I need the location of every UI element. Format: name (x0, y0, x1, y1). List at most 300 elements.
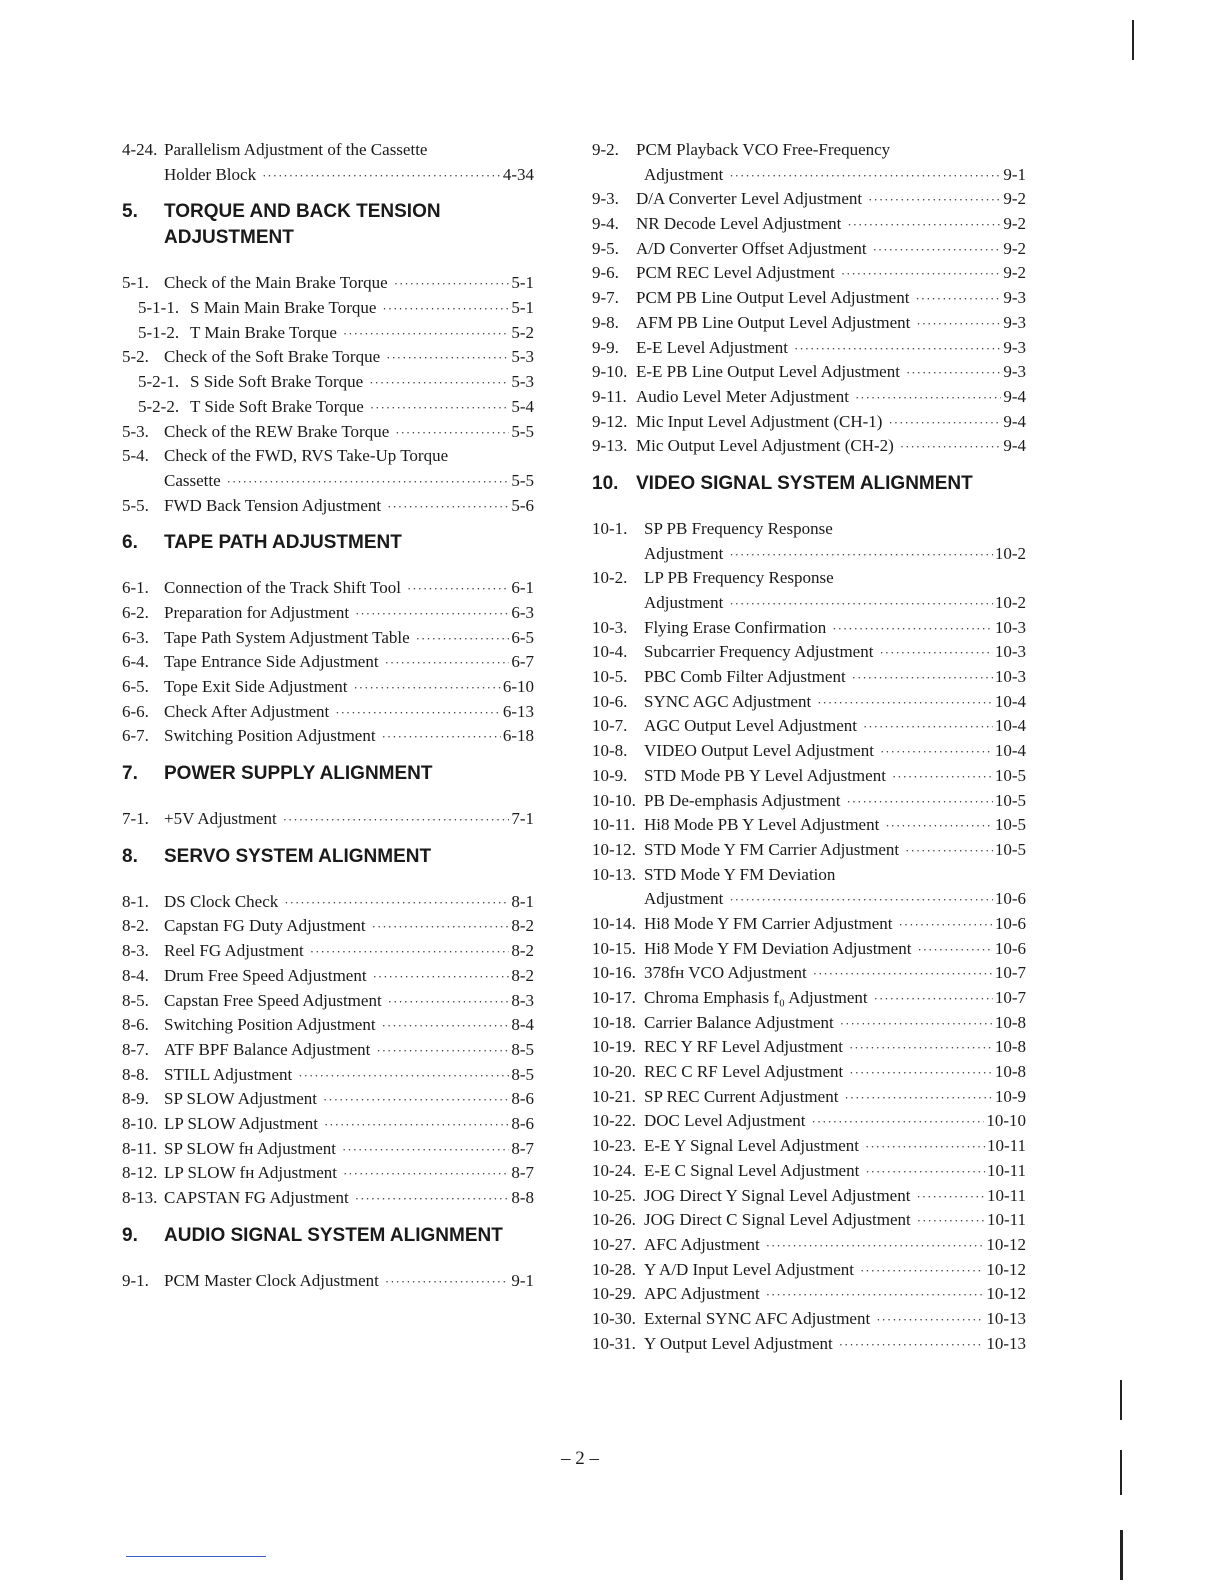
section-title: ADJUSTMENT (164, 227, 294, 249)
entry-title: Hi8 Mode PB Y Level Adjustment (644, 815, 880, 835)
entry-title: Check of the FWD, RVS Take-Up Torque (164, 446, 449, 466)
entry-number: 8-2. (122, 916, 149, 936)
entry-number: 10-2. (592, 568, 628, 588)
entry-number: 8-9. (122, 1089, 149, 1109)
entry-number: 10-20. (592, 1062, 636, 1082)
entry-title: ATF BPF Balance Adjustment (164, 1039, 371, 1059)
entry-number: 8-1. (122, 891, 149, 911)
leader-dots (382, 1014, 510, 1039)
leader-dots (385, 1270, 509, 1295)
leader-dots (916, 1185, 985, 1210)
toc-entry (592, 1258, 1026, 1283)
entry-page: 8-7 (511, 1138, 534, 1158)
toc-entry (592, 912, 1026, 937)
entry-page: 9-3 (1003, 337, 1026, 357)
entry-title: Check of the Main Brake Torque (164, 273, 388, 293)
leader-dots (888, 411, 1001, 436)
leader-dots (729, 543, 992, 568)
entry-page: 8-5 (511, 1039, 534, 1059)
entry-title: DS Clock Check (164, 891, 279, 911)
entry-page: 9-1 (511, 1270, 534, 1290)
entry-title: Parallelism Adjustment of the Cassette (164, 140, 428, 159)
entry-title: Subcarrier Frequency Adjustment (644, 642, 874, 662)
entry-title: SP REC Current Adjustment (644, 1086, 839, 1106)
entry-page: 9-3 (1003, 288, 1026, 308)
entry-page: 9-3 (1003, 312, 1026, 332)
leader-dots (916, 312, 1001, 337)
toc-entry (592, 591, 1026, 616)
leader-dots (310, 940, 510, 965)
entry-title: STD Mode Y FM Carrier Adjustment (644, 839, 900, 859)
entry-title: LP SLOW fʜ Adjustment (164, 1163, 337, 1183)
entry-number: 10-24. (592, 1160, 636, 1180)
entry-number: 10-14. (592, 913, 636, 933)
toc-entry (122, 807, 534, 832)
entry-number: 9-11. (592, 386, 627, 406)
scan-artifact (1120, 1380, 1122, 1420)
entry-page: 10-12 (986, 1234, 1026, 1254)
leader-dots (817, 691, 993, 716)
entry-number: 10-25. (592, 1185, 636, 1205)
entry-page: 10-8 (994, 1062, 1026, 1082)
entry-title: Holder Block (164, 164, 257, 184)
toc-entry (122, 939, 534, 964)
toc-entry (592, 385, 1026, 410)
entry-page: 10-6 (994, 913, 1026, 933)
toc-entry (592, 566, 1026, 591)
entry-title: Chroma Emphasis f₀ Adjustment (644, 988, 868, 1007)
entry-page: 10-7 (994, 988, 1026, 1007)
leader-dots (876, 1308, 984, 1333)
toc-entry (122, 1186, 534, 1211)
entry-page: 4-34 (502, 164, 534, 184)
entry-number: 9-7. (592, 288, 619, 308)
entry-number: 5-1-2. (138, 322, 180, 342)
section-number: 7. (122, 763, 138, 785)
leader-dots (262, 164, 501, 189)
toc-entry (592, 336, 1026, 361)
entry-title: Switching Position Adjustment (164, 1015, 376, 1035)
leader-dots (283, 808, 510, 833)
entry-page: 10-11 (986, 1185, 1026, 1205)
leader-dots (369, 371, 509, 396)
entry-title: Audio Level Meter Adjustment (636, 386, 849, 406)
entry-page: 5-5 (511, 421, 534, 441)
entry-page: 10-5 (994, 765, 1026, 785)
page-number: – 2 – (561, 1448, 599, 1469)
entry-number: 10-11. (592, 815, 636, 835)
entry-title: Capstan Free Speed Adjustment (164, 990, 382, 1010)
entry-title: Mic Output Level Adjustment (CH-2) (636, 436, 894, 456)
entry-number: 4-24. (122, 140, 158, 159)
entry-number: 10-4. (592, 642, 628, 662)
leader-dots (729, 592, 992, 617)
entry-page: 8-1 (511, 891, 534, 911)
entry-page: 10-3 (994, 617, 1026, 637)
entry-page: 10-10 (986, 1111, 1026, 1131)
entry-number: 10-15. (592, 938, 636, 958)
leader-dots (879, 641, 992, 666)
entry-title: Preparation for Adjustment (164, 602, 350, 622)
toc-entry (592, 517, 1026, 542)
entry-title: STD Mode Y FM Deviation (644, 864, 836, 884)
toc-entry (122, 964, 534, 989)
entry-title: CAPSTAN FG Adjustment (164, 1188, 349, 1207)
leader-dots (905, 839, 993, 864)
leader-dots (885, 814, 993, 839)
entry-page: 5-5 (511, 470, 534, 490)
entry-number: 8-4. (122, 965, 149, 985)
entry-number: 10-6. (592, 691, 628, 711)
section-heading-line (122, 1223, 534, 1249)
entry-number: 10-21. (592, 1086, 636, 1106)
entry-page: 10-11 (986, 1160, 1026, 1180)
entry-title: LP SLOW Adjustment (164, 1113, 318, 1133)
toc-entry (592, 714, 1026, 739)
entry-title: S Main Main Brake Torque (190, 298, 377, 318)
entry-title: Flying Erase Confirmation (644, 617, 827, 637)
entry-title: SP SLOW Adjustment (164, 1089, 318, 1109)
toc-entry (592, 1184, 1026, 1209)
toc-entry (592, 187, 1026, 212)
toc-entry (592, 616, 1026, 641)
entry-page: 10-11 (986, 1210, 1026, 1230)
entry-number: 8-11. (122, 1138, 157, 1158)
toc-right-column (592, 138, 1026, 1356)
entry-title: PCM REC Level Adjustment (636, 263, 835, 283)
entry-title: Tape Entrance Side Adjustment (164, 652, 379, 672)
toc-entry (592, 360, 1026, 385)
entry-title: PBC Comb Filter Adjustment (644, 667, 846, 687)
entry-number: 10-30. (592, 1308, 636, 1328)
entry-title: AFC Adjustment (644, 1234, 760, 1254)
entry-number: 9-10. (592, 362, 628, 382)
entry-number: 8-13. (122, 1188, 158, 1207)
toc-entry (122, 345, 534, 370)
toc-entry (122, 321, 534, 346)
leader-dots (811, 1110, 984, 1135)
toc-entry (592, 665, 1026, 690)
entry-page: 8-6 (511, 1089, 534, 1109)
leader-dots (416, 627, 510, 652)
entry-title: SP PB Frequency Response (644, 518, 833, 538)
entry-title: Adjustment (644, 593, 724, 612)
toc-entry (122, 576, 534, 601)
entry-number: 5-1. (122, 273, 149, 293)
entry-number: 10-19. (592, 1037, 636, 1057)
entry-page: 5-6 (511, 495, 534, 515)
entry-title: Adjustment (644, 889, 724, 909)
entry-number: 10-7. (592, 716, 628, 736)
leader-dots (794, 337, 1001, 362)
leader-dots (855, 386, 1001, 411)
entry-title: Cassette (164, 470, 221, 490)
leader-dots (841, 262, 1002, 287)
leader-dots (917, 938, 992, 963)
leader-dots (382, 725, 501, 750)
toc-entry (592, 1208, 1026, 1233)
toc-entry (122, 1137, 534, 1162)
leader-dots (335, 701, 501, 726)
entry-number: 10-8. (592, 741, 628, 761)
entry-number: 5-1-1. (138, 298, 180, 318)
entry-title: 378fʜ VCO Adjustment (644, 963, 807, 983)
entry-title: Drum Free Speed Adjustment (164, 965, 367, 985)
entry-number: 10-13. (592, 864, 636, 884)
toc-entry (592, 1060, 1026, 1085)
entry-number: 9-5. (592, 238, 619, 258)
scan-artifact (1132, 20, 1134, 60)
leader-dots (849, 1036, 993, 1061)
entry-page: 10-6 (994, 889, 1026, 909)
entry-page: 8-2 (511, 965, 534, 985)
toc-entry (122, 296, 534, 321)
entry-title: Check of the REW Brake Torque (164, 421, 390, 441)
entry-number: 6-5. (122, 677, 149, 696)
entry-title: FWD Back Tension Adjustment (164, 495, 382, 515)
toc-entry (592, 138, 1026, 163)
entry-number: 8-8. (122, 1064, 149, 1084)
section-heading-line (122, 199, 534, 225)
entry-number: 5-4. (122, 446, 149, 466)
entry-number: 10-3. (592, 617, 628, 637)
toc-entry (122, 1269, 534, 1294)
toc-entry (592, 739, 1026, 764)
leader-dots (839, 1333, 985, 1358)
leader-dots (395, 421, 509, 446)
entry-page: 9-4 (1003, 411, 1026, 431)
leader-dots (906, 361, 1001, 386)
entry-title: LP PB Frequency Response (644, 568, 834, 588)
section-number: 6. (122, 532, 138, 554)
leader-dots (813, 962, 993, 987)
entry-number: 9-4. (592, 214, 619, 234)
entry-title: AFM PB Line Output Level Adjustment (636, 312, 911, 332)
section-heading-line (122, 761, 534, 787)
entry-page: 5-3 (511, 347, 534, 367)
entry-title: SP SLOW fʜ Adjustment (164, 1138, 337, 1158)
section-heading-line (122, 225, 534, 251)
entry-title: AGC Output Level Adjustment (644, 716, 857, 736)
toc-entry (592, 764, 1026, 789)
entry-page: 10-4 (994, 741, 1026, 761)
leader-dots (298, 1064, 509, 1089)
entry-title: T Main Brake Torque (190, 322, 337, 342)
leader-dots (860, 1259, 984, 1284)
leader-dots (900, 435, 1002, 460)
leader-dots (394, 272, 510, 297)
entry-number: 9-1. (122, 1270, 149, 1290)
leader-dots (227, 470, 510, 495)
entry-title: Adjustment (644, 543, 724, 563)
entry-number: 9-2. (592, 140, 619, 159)
toc-entry (592, 237, 1026, 262)
entry-title: E-E PB Line Output Level Adjustment (636, 362, 900, 382)
entry-title: Tape Path System Adjustment Table (164, 627, 410, 647)
entry-number: 10-27. (592, 1234, 636, 1254)
entry-title: +5V Adjustment (164, 809, 277, 829)
toc-entry (122, 989, 534, 1014)
leader-dots (832, 617, 993, 642)
section-heading (122, 844, 534, 870)
leader-dots (873, 238, 1002, 263)
entry-page: 10-11 (986, 1136, 1026, 1156)
entry-page: 10-3 (994, 642, 1026, 662)
entry-page: 10-9 (994, 1086, 1026, 1106)
entry-page: 5-4 (511, 396, 534, 416)
leader-dots (868, 188, 1001, 213)
entry-page: 10-4 (994, 716, 1026, 736)
entry-title: PB De-emphasis Adjustment (644, 790, 841, 810)
toc-entry (592, 311, 1026, 336)
section-heading-line (122, 844, 534, 870)
entry-page: 10-5 (994, 839, 1026, 859)
section-number: 5. (122, 201, 138, 223)
entry-number: 8-7. (122, 1039, 149, 1059)
entry-number: 10-17. (592, 988, 636, 1007)
entry-page: 10-5 (994, 790, 1026, 810)
entry-page: 6-13 (502, 701, 534, 721)
section-heading-line (122, 530, 534, 556)
leader-dots (915, 287, 1001, 312)
entry-number: 9-9. (592, 337, 619, 357)
entry-number: 8-12. (122, 1163, 158, 1183)
section-title: TAPE PATH ADJUSTMENT (164, 532, 402, 554)
entry-number: 9-3. (592, 189, 619, 209)
leader-dots (874, 987, 993, 1012)
leader-dots (865, 1160, 985, 1185)
leader-dots (899, 913, 993, 938)
leader-dots (844, 1086, 992, 1111)
leader-dots (355, 602, 509, 627)
toc-entry (592, 163, 1026, 188)
leader-dots (729, 888, 992, 913)
leader-dots (353, 676, 500, 701)
leader-dots (342, 1138, 509, 1163)
entry-number: 6-2. (122, 602, 149, 622)
entry-page: 9-1 (1003, 164, 1026, 184)
entry-title: PCM PB Line Output Level Adjustment (636, 288, 910, 308)
entry-title: D/A Converter Level Adjustment (636, 189, 863, 209)
entry-title: REC C RF Level Adjustment (644, 1062, 844, 1082)
toc-entry (592, 434, 1026, 459)
leader-dots (323, 1088, 509, 1113)
leader-dots (388, 990, 510, 1015)
leader-dots (387, 495, 509, 520)
leader-dots (880, 740, 993, 765)
entry-page: 10-8 (994, 1037, 1026, 1057)
entry-number: 5-3. (122, 421, 149, 441)
entry-page: 9-3 (1003, 362, 1026, 382)
entry-title: Hi8 Mode Y FM Carrier Adjustment (644, 913, 893, 933)
entry-page: 9-2 (1003, 189, 1026, 209)
entry-number: 10-9. (592, 765, 628, 785)
entry-number: 8-5. (122, 990, 149, 1010)
entry-title: JOG Direct C Signal Level Adjustment (644, 1210, 911, 1230)
entry-page: 6-18 (502, 726, 534, 746)
toc-entry (592, 838, 1026, 863)
toc-entry (592, 1109, 1026, 1134)
toc-entry (122, 1087, 534, 1112)
toc-entry (122, 395, 534, 420)
entry-number: 9-8. (592, 312, 619, 332)
entry-page: 8-2 (511, 941, 534, 961)
entry-page: 6-1 (511, 578, 534, 598)
leader-dots (355, 1187, 510, 1212)
leader-dots (863, 715, 993, 740)
entry-page: 5-1 (511, 273, 534, 293)
entry-number: 10-18. (592, 1012, 636, 1032)
entry-title: Hi8 Mode Y FM Deviation Adjustment (644, 938, 912, 958)
entry-number: 10-16. (592, 963, 636, 983)
entry-number: 6-7. (122, 726, 149, 746)
entry-title: E-E C Signal Level Adjustment (644, 1160, 860, 1180)
toc-entry (122, 1013, 534, 1038)
toc-entry (122, 271, 534, 296)
entry-title: E-E Level Adjustment (636, 337, 789, 357)
entry-page: 6-7 (511, 652, 534, 672)
entry-title: Switching Position Adjustment (164, 726, 376, 746)
toc-entry (122, 420, 534, 445)
leader-dots (846, 790, 992, 815)
entry-title: Carrier Balance Adjustment (644, 1012, 834, 1032)
entry-page: 10-5 (994, 815, 1026, 835)
entry-title: JOG Direct Y Signal Level Adjustment (644, 1185, 911, 1205)
leader-dots (324, 1113, 509, 1138)
toc-entry (122, 1112, 534, 1137)
leader-dots (385, 651, 510, 676)
leader-dots (849, 1061, 993, 1086)
entry-number: 5-5. (122, 495, 149, 515)
section-heading (122, 530, 534, 556)
scan-artifact (1120, 1450, 1122, 1495)
entry-page: 6-3 (511, 602, 534, 622)
entry-page: 10-6 (994, 938, 1026, 958)
entry-title: REC Y RF Level Adjustment (644, 1037, 843, 1057)
entry-title: PCM Master Clock Adjustment (164, 1270, 379, 1290)
leader-dots (892, 765, 993, 790)
entry-title: Tope Exit Side Adjustment (164, 677, 348, 696)
entry-title: SYNC AGC Adjustment (644, 691, 812, 711)
leader-dots (386, 346, 509, 371)
entry-title: Reel FG Adjustment (164, 941, 304, 961)
footnote-rule (126, 1556, 266, 1557)
entry-page: 9-4 (1003, 436, 1026, 456)
entry-title: VIDEO Output Level Adjustment (644, 741, 874, 761)
entry-number: 6-4. (122, 652, 149, 672)
entry-title: STD Mode PB Y Level Adjustment (644, 765, 886, 785)
toc-entry (592, 789, 1026, 814)
toc-entry (122, 370, 534, 395)
scan-artifact (1120, 1530, 1123, 1580)
toc-entry (122, 626, 534, 651)
entry-title: T Side Soft Brake Torque (190, 396, 364, 416)
entry-number: 9-6. (592, 263, 619, 283)
section-heading (592, 471, 1026, 497)
entry-number: 10-12. (592, 839, 636, 859)
entry-page: 10-7 (994, 963, 1026, 983)
leader-dots (729, 164, 1001, 189)
leader-dots (407, 577, 509, 602)
leader-dots (917, 1209, 985, 1234)
leader-dots (372, 915, 510, 940)
leader-dots (766, 1283, 985, 1308)
section-title: VIDEO SIGNAL SYSTEM ALIGNMENT (636, 472, 973, 494)
toc-entry (592, 1233, 1026, 1258)
entry-number: 6-6. (122, 701, 149, 721)
entry-title: Adjustment (644, 164, 724, 184)
toc-entry (592, 1332, 1026, 1357)
